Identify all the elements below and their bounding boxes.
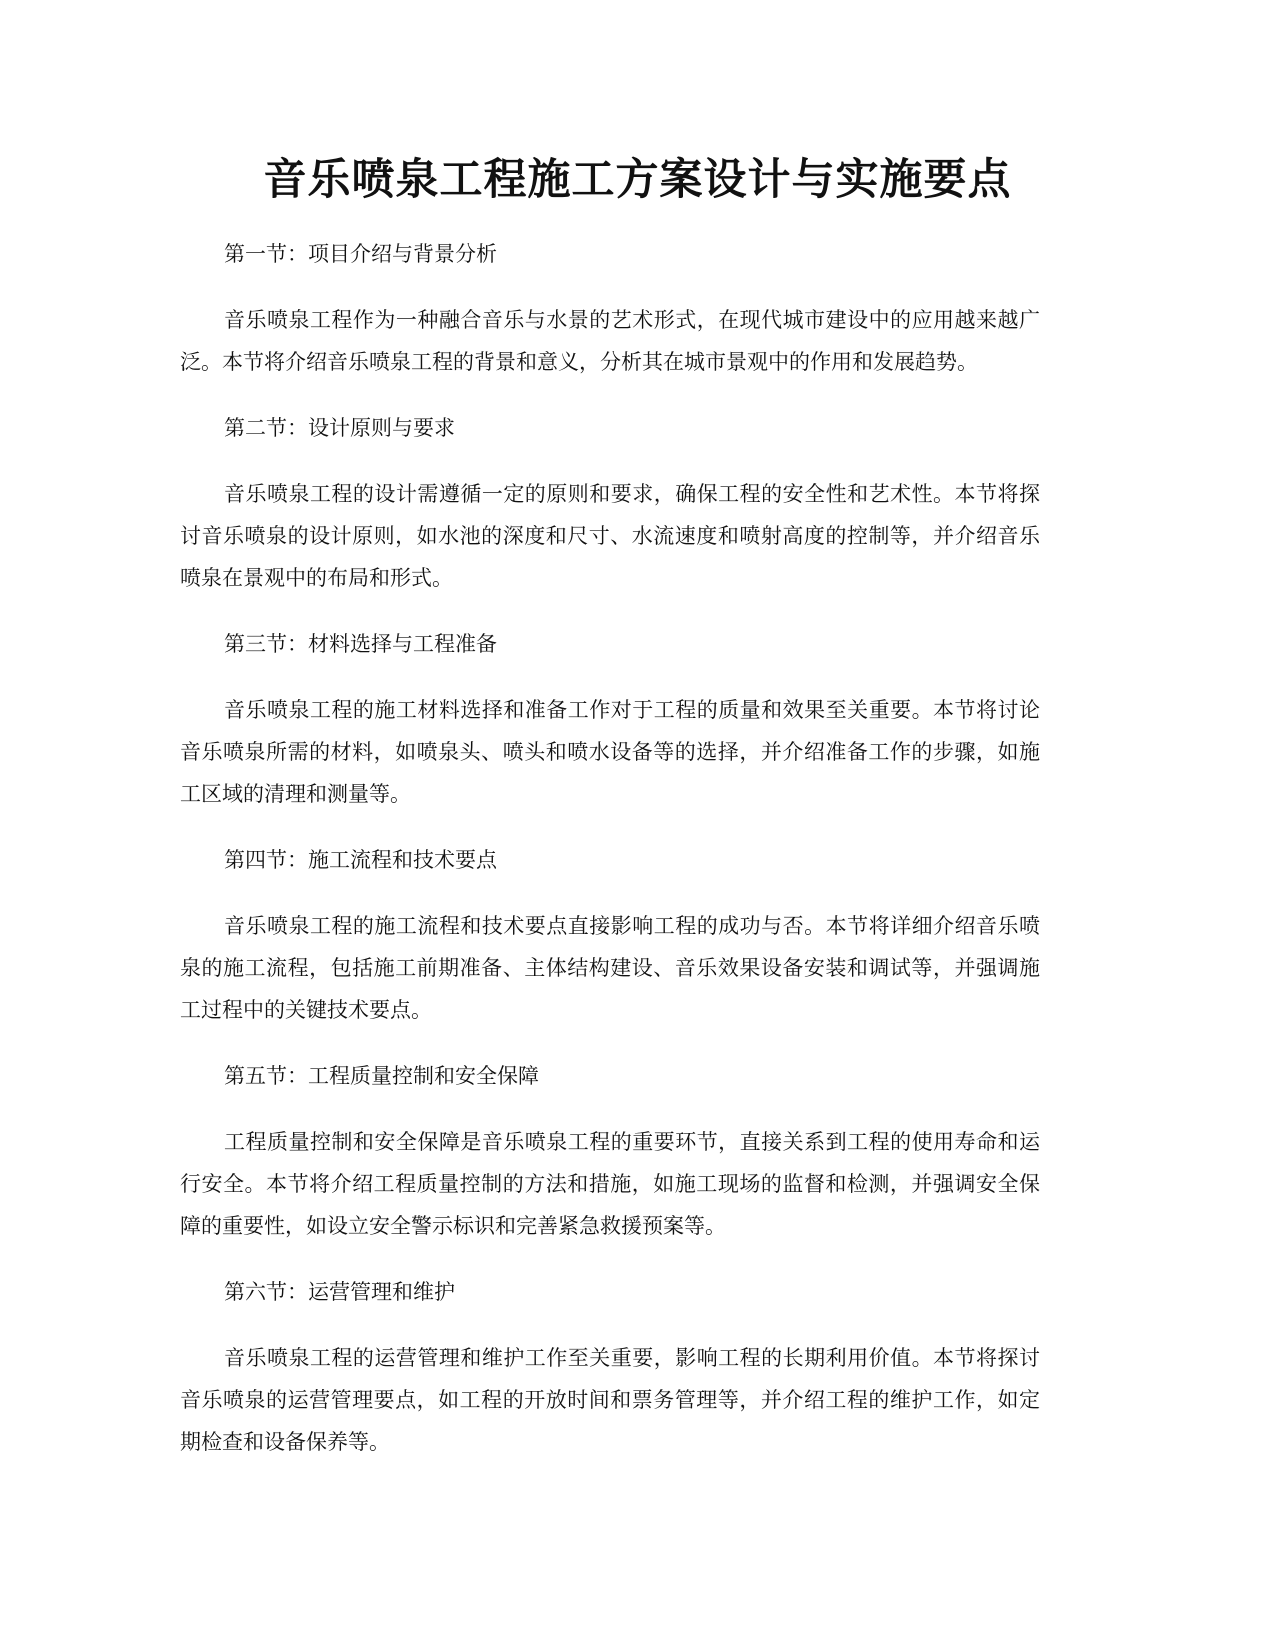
section-paragraph: 音乐喷泉工程的施工材料选择和准备工作对于工程的质量和效果至关重要。本节将讨论音乐喷泉所需的材料，如喷泉头、喷头和喷水设备等的选择，并介绍准备工作的步骤，如施工区域的清理和测量等。	[180, 698, 1040, 806]
section-paragraph: 音乐喷泉工程的设计需遵循一定的原则和要求，确保工程的安全性和艺术性。本节将探讨音乐喷泉的设计原则，如水池的深度和尺寸、水流速度和喷射高度的控制等，并介绍音乐喷泉在景观中的布局和形式。	[180, 482, 1040, 590]
section-heading: 第三节：材料选择与工程准备	[224, 632, 497, 656]
document-title: 音乐喷泉工程施工方案设计与实施要点	[263, 155, 1012, 205]
section-heading: 第四节：施工流程和技术要点	[224, 848, 497, 872]
section-paragraph: 音乐喷泉工程的运营管理和维护工作至关重要，影响工程的长期利用价值。本节将探讨音乐喷泉的运营管理要点，如工程的开放时间和票务管理等，并介绍工程的维护工作，如定期检查和设备保养等。	[180, 1346, 1040, 1454]
section-paragraph: 音乐喷泉工程作为一种融合音乐与水景的艺术形式，在现代城市建设中的应用越来越广泛。本节将介绍音乐喷泉工程的背景和意义，分析其在城市景观中的作用和发展趋势。	[180, 308, 1040, 374]
section-heading: 第二节：设计原则与要求	[224, 416, 455, 440]
section-heading: 第五节：工程质量控制和安全保障	[224, 1064, 539, 1088]
section-paragraph: 工程质量控制和安全保障是音乐喷泉工程的重要环节，直接关系到工程的使用寿命和运行安全。本节将介绍工程质量控制的方法和措施，如施工现场的监督和检测，并强调安全保障的重要性，如设立安全警示标识和完善紧急救援预案等。	[180, 1130, 1040, 1238]
section-paragraph: 音乐喷泉工程的施工流程和技术要点直接影响工程的成功与否。本节将详细介绍音乐喷泉的施工流程，包括施工前期准备、主体结构建设、音乐效果设备安装和调试等，并强调施工过程中的关键技术要点。	[180, 914, 1040, 1022]
document-body	[180, 233, 1040, 1487]
section-heading: 第六节：运营管理和维护	[224, 1280, 455, 1304]
section-heading: 第一节：项目介绍与背景分析	[224, 242, 497, 266]
